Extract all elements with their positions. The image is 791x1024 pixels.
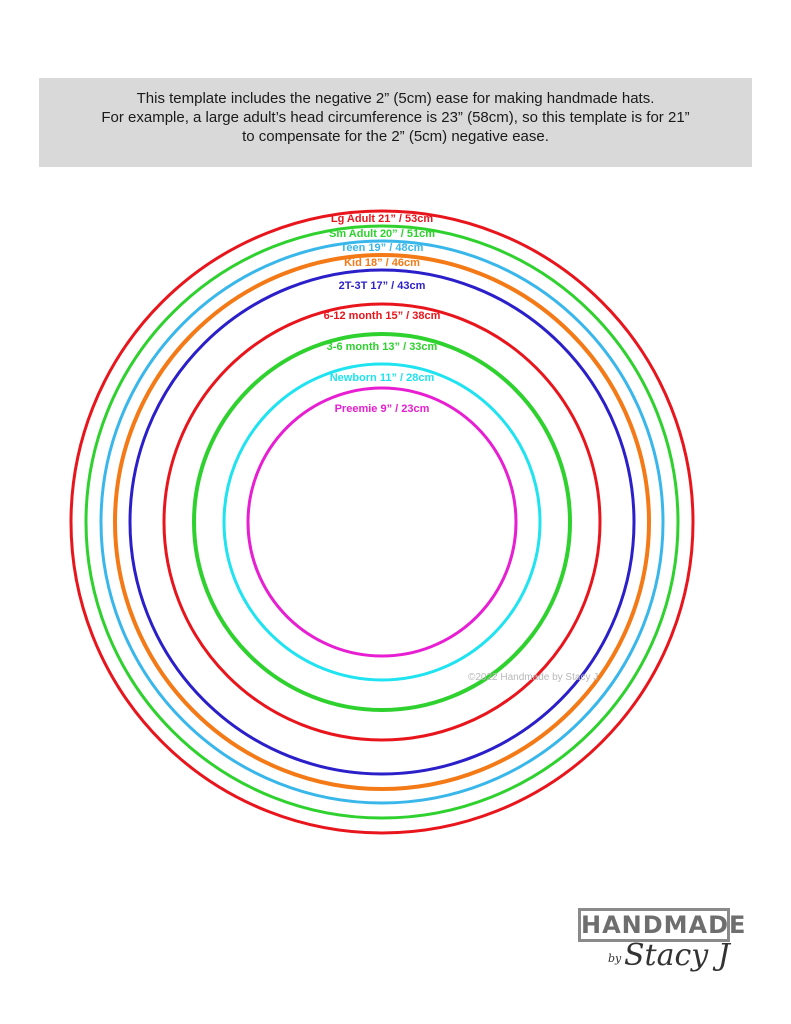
ring-label-3-6-month-13-33cm: 3-6 month 13” / 33cm (326, 341, 438, 353)
ring-label-2t-3t-17-43cm: 2T-3T 17” / 43cm (338, 280, 426, 292)
ring-label-teen-19-48cm: Teen 19” / 48cm (340, 242, 424, 254)
ring-preemie-9-23cm (248, 388, 516, 656)
ring-label-preemie-9-23cm: Preemie 9” / 23cm (334, 403, 430, 415)
logo-wordmark: HANDMADE (578, 908, 730, 942)
ring-label-kid-18-46cm: Kid 18” / 46cm (344, 257, 420, 269)
notice-line-3: to compensate for the 2” (5cm) negative ease. (242, 128, 549, 145)
notice-line-1: This template includes the negative 2” (5cm) ease for making handmade hats. (136, 90, 655, 107)
ring-label-lg-adult-21-53cm: Lg Adult 21” / 53cm (330, 213, 434, 225)
ring-label-newborn-11-28cm: Newborn 11” / 28cm (329, 372, 435, 384)
logo-by-text: by (608, 952, 622, 965)
copyright-watermark: ©2022 Handmade by Stacy J (468, 672, 599, 683)
ring-label-sm-adult-20-51cm: Sm Adult 20” / 51cm (329, 228, 435, 240)
ring-3-6-month-13-33cm (194, 334, 570, 710)
ring-label-6-12-month-15-38cm: 6-12 month 15” / 38cm (323, 310, 441, 322)
notice-line-2: For example, a large adult’s head circumference is 23” (58cm), so this template is for 21” (101, 109, 690, 126)
ring-teen-19-48cm (101, 241, 663, 803)
logo-signature: Stacy J (624, 938, 730, 973)
handmade-by-stacy-logo (578, 908, 747, 988)
